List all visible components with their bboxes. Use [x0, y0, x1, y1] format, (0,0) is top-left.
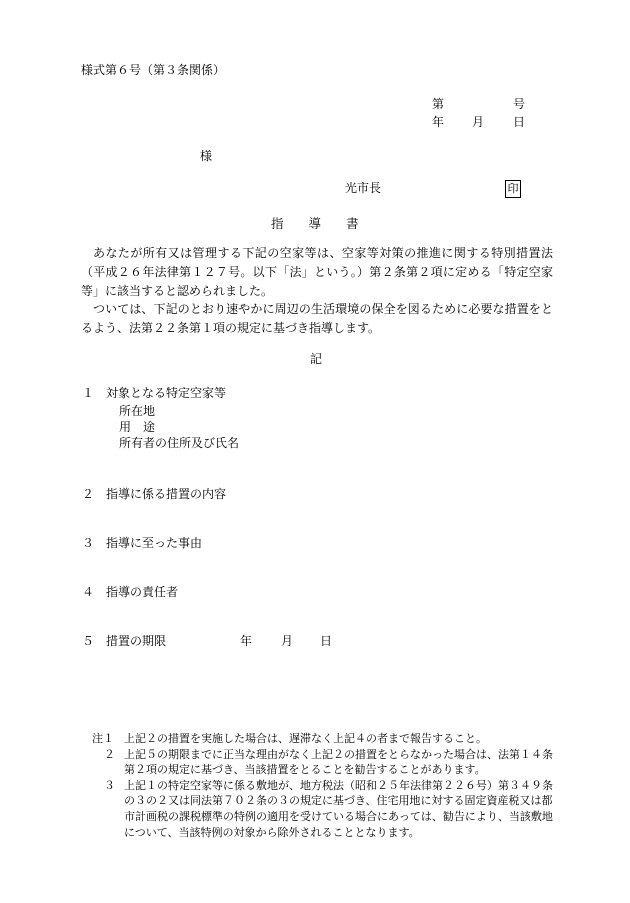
- date-month: 月: [472, 115, 485, 129]
- item-5-label: 措置の期限: [106, 634, 167, 648]
- note-1: [92, 731, 562, 747]
- number-label-dai: 第: [432, 97, 445, 111]
- seal-stamp: 印: [505, 180, 521, 198]
- form-label: 様式第６号（第３条関係）: [81, 63, 226, 77]
- note-1-text: 上記２の措置を実施した場合は、遅滞なく上記４の者まで報告すること。: [124, 732, 487, 745]
- notes-section: [92, 731, 562, 840]
- addressee-suffix: 様: [200, 149, 213, 163]
- date-day: 日: [513, 115, 526, 129]
- document-title: 指 導 書: [271, 216, 359, 231]
- item-1-sub-owner: 所有者の住所及び氏名: [119, 436, 240, 450]
- item-1-number: １: [82, 386, 95, 400]
- item-5-year: 年: [240, 634, 253, 648]
- item-1-sub-location: 所在地: [119, 404, 156, 418]
- item-2-number: ２: [82, 487, 95, 501]
- number-label-go: 号: [513, 97, 526, 111]
- item-5-day: 日: [320, 634, 333, 648]
- note-3-text: 上記１の特定空家等に係る敷地が、地方税法（昭和２５年法律第２２６号）第３４９条の３の２又は同法第７０２条の３の規定に基づき、住宅用地に対する固定資産税又は都市計画税の課税標準の特例の適用を受けている場合にあっては、勧告により、当該敷地について、当該特例の対象から除外されることとなります。: [124, 778, 553, 839]
- note-3: [92, 778, 562, 840]
- item-5-month: 月: [281, 634, 294, 648]
- item-1-sub-use: 用 途: [119, 420, 156, 434]
- note-2-text: 上記５の期限までに正当な理由がなく上記２の措置をとらなかった場合は、法第１４条第２項の規定に基づき、当該措置をとることを勧告することがあります。: [124, 747, 553, 777]
- body-paragraph-1: あなたが所有又は管理する下記の空家等は、空家等対策の推進に関する特別措置法（平成２６年法律第１２７号。以下「法」という。）第２条第２項に定める「特定空家等」に該当すると認められました。: [81, 246, 553, 298]
- body-paragraph-2: ついては、下記のとおり速やかに周辺の生活環境の保全を図るために必要な措置をとるよう、法第２２条第１項の規定に基づき指導します。: [81, 302, 553, 335]
- sender-name: 光市長: [345, 181, 382, 195]
- note-3-number: ３: [104, 778, 115, 792]
- item-5-number: ５: [82, 634, 95, 648]
- item-4-label: 指導の責任者: [106, 585, 179, 599]
- item-3-number: ３: [82, 536, 95, 550]
- note-2-number: ２: [104, 747, 115, 761]
- ki-label: 記: [310, 352, 323, 366]
- item-4-number: ４: [82, 585, 95, 599]
- item-3-label: 指導に至った事由: [106, 536, 203, 550]
- note-1-number: 注１: [92, 732, 114, 745]
- date-year: 年: [432, 115, 445, 129]
- note-2: [92, 747, 562, 778]
- item-2-label: 指導に係る措置の内容: [106, 487, 227, 501]
- item-1-label: 対象となる特定空家等: [106, 386, 227, 400]
